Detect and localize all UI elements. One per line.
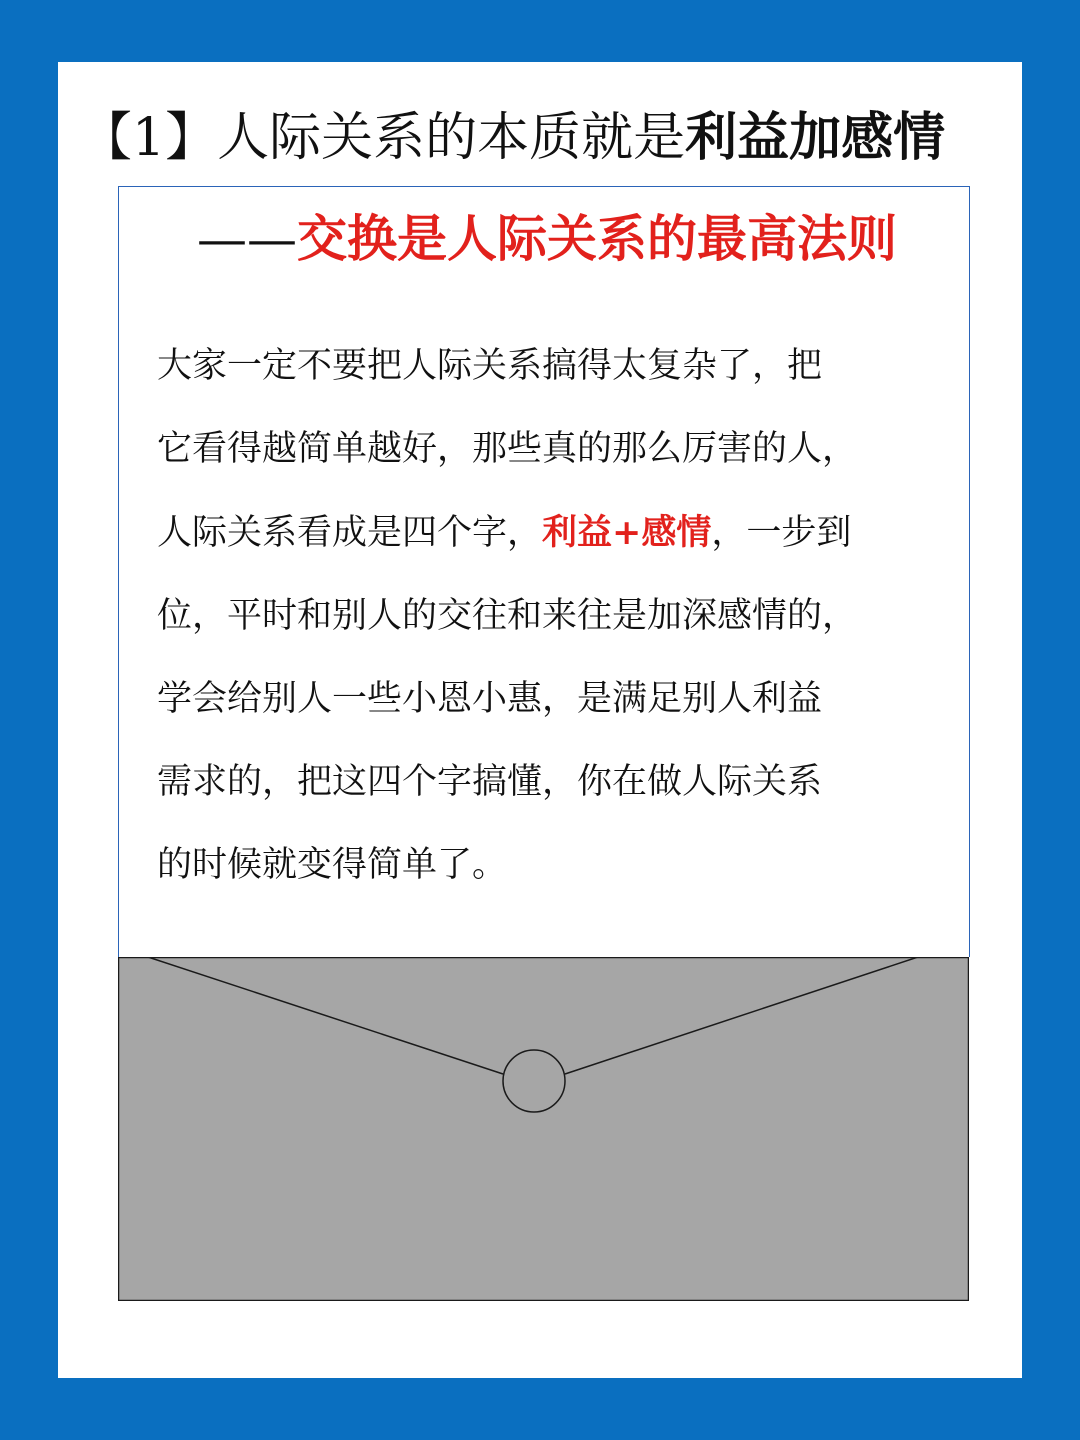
body-line-1: 大家一定不要把人际关系搞得太复杂了，把 — [157, 346, 823, 386]
title-emphasis: 利益加感情 — [685, 107, 946, 168]
body-line-3-before: 人际关系看成是四个字， — [157, 513, 543, 553]
body-line-5: 学会给别人一些小恩小惠，是满足别人利益 — [157, 679, 823, 719]
body-highlight: 利益+感情 — [542, 512, 712, 553]
letter-sheet — [118, 186, 970, 957]
subtitle-emphasis: 交换是人际关系的最高法则 — [297, 209, 897, 268]
subtitle-dash: —— — [197, 210, 297, 268]
subtitle — [197, 207, 897, 271]
seal-icon — [503, 1050, 565, 1112]
envelope-illustration — [118, 957, 969, 1301]
body-line-6: 需求的，把这四个字搞懂，你在做人际关系 — [157, 762, 823, 802]
body-line-2: 它看得越简单越好，那些真的那么厉害的人， — [157, 429, 858, 469]
body-line-7: 的时候就变得简单了。 — [157, 845, 508, 885]
body-line-4: 位，平时和别人的交往和来往是加深感情的， — [157, 596, 858, 636]
body-line-3-after: ，一步到 — [711, 513, 852, 553]
page-card — [58, 62, 1022, 1378]
body-paragraph — [157, 325, 917, 907]
envelope-icon — [118, 957, 969, 1301]
page-title — [80, 106, 945, 170]
title-prefix: 【1】人际关系的本质就是 — [80, 108, 686, 168]
